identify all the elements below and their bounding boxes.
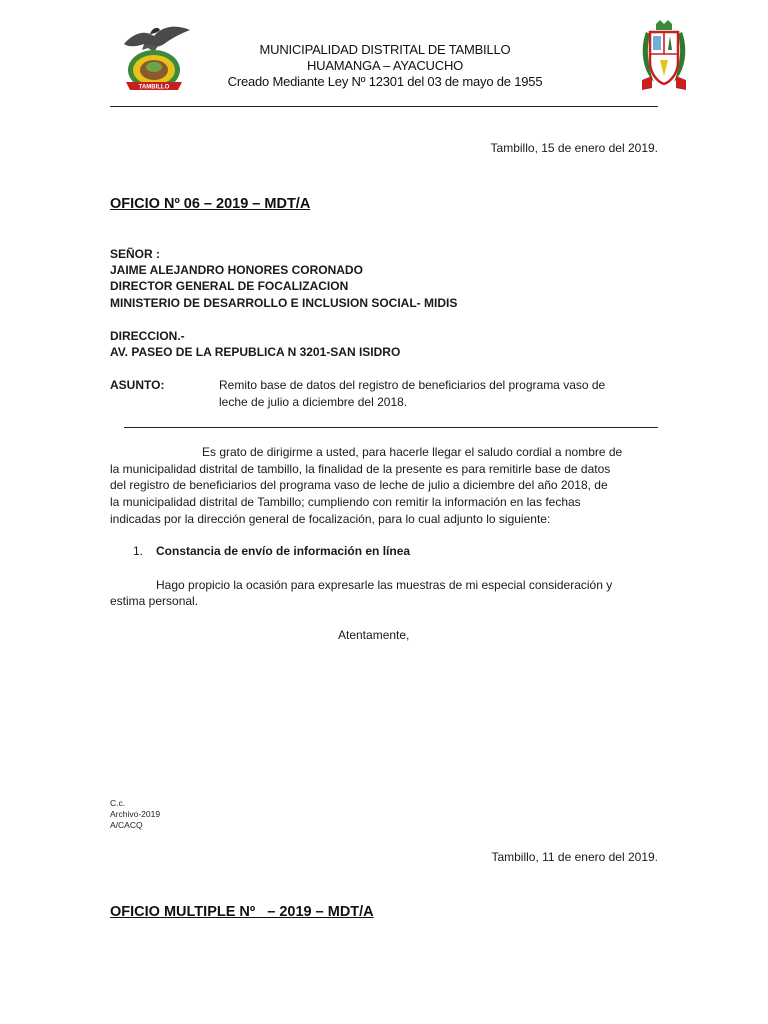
second-letter-title: OFICIO MULTIPLE Nº – 2019 – MDT/A [110, 904, 374, 920]
peru-coat-of-arms-icon [638, 18, 690, 92]
body-line-5: indicadas por la dirección general de focalización, para lo cual adjunto lo siguiente: [110, 512, 551, 526]
second-letter-date: Tambillo, 11 de enero del 2019. [491, 850, 658, 864]
cc-archive: Archivo-2019 [110, 809, 161, 819]
header-line-location: HUAMANGA – AYACUCHO [306, 58, 464, 73]
seal-ribbon-text: TAMBILLO [138, 84, 170, 91]
subject-line-1: Remito base de datos del registro de beneficiarios del programa vaso de [219, 378, 606, 392]
cc-initials: A/CACQ [110, 820, 143, 830]
subject-label: ASUNTO: [110, 378, 165, 392]
body-line-3: del registro de beneficiarios del programa vaso de leche de julio a diciembre del año 2018, de [110, 478, 608, 492]
recipient-organization: MINISTERIO DE DESARROLLO E INCLUSION SOCIAL- MIDIS [110, 296, 458, 310]
subject-line-2: leche de julio a diciembre del 2018. [219, 395, 408, 409]
body-line-2: la municipalidad distrital de tambillo, la finalidad de la presente es para remitirle base de datos [110, 462, 611, 476]
closing-line-2: estima personal. [110, 594, 199, 608]
recipient-name: JAIME ALEJANDRO HONORES CORONADO [110, 263, 363, 277]
address-label: DIRECCION.- [110, 329, 185, 343]
header-line-creation-law: Creado Mediante Ley Nº 12301 del 03 de mayo de 1955 [227, 74, 543, 89]
list-item-text: Constancia de envío de información en línea [156, 544, 411, 558]
cc-label: C.c. [110, 798, 126, 808]
header-line-municipality: MUNICIPALIDAD DISTRITAL DE TAMBILLO [259, 42, 511, 57]
body-line-1: Es grato de dirigirme a usted, para hacerle llegar el saludo cordial a nombre de [202, 445, 623, 459]
header-divider [110, 106, 658, 107]
address-value: AV. PASEO DE LA REPUBLICA N 3201-SAN ISIDRO [110, 345, 401, 359]
list-item-number: 1. [133, 544, 144, 558]
letter-title: OFICIO Nº 06 – 2019 – MDT/A [110, 196, 311, 212]
signoff: Atentamente, [338, 628, 410, 642]
subject-divider [124, 427, 658, 428]
recipient-salutation: SEÑOR : [110, 247, 161, 261]
closing-line-1: Hago propicio la ocasión para expresarle las muestras de mi especial consideración y [156, 578, 613, 592]
body-line-4: la municipalidad distrital de Tambillo; cumpliendo con remitir la información en las fechas [110, 495, 581, 509]
recipient-position: DIRECTOR GENERAL DE FOCALIZACION [110, 279, 349, 293]
letter-date: Tambillo, 15 de enero del 2019. [490, 141, 658, 155]
